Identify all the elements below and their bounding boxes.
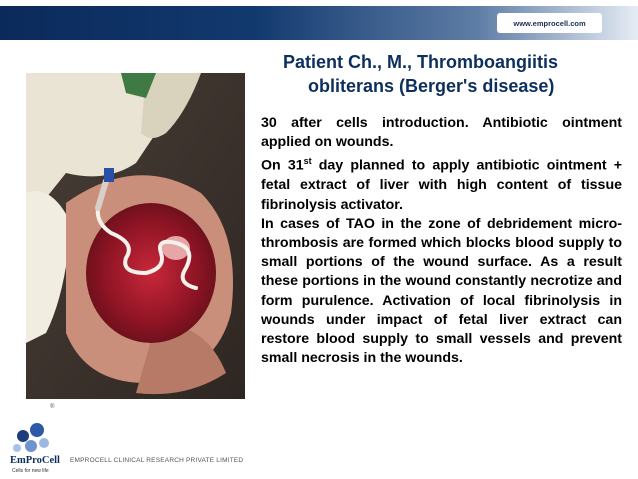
day-31-prefix: On 31 xyxy=(261,158,304,175)
slide-title xyxy=(283,50,623,98)
paragraph-antibiotic: 30 after cells introduction. Antibiotic ointment applied on wounds. xyxy=(261,115,622,151)
paragraph-day-31 xyxy=(261,152,622,214)
day-31-text: day planned to apply antibiotic ointment + fetal extract of liver with high content of tissue fibrinolysis activator. xyxy=(261,158,622,213)
website-url[interactable]: www.emprocell.com xyxy=(497,13,602,33)
title-line-2: obliterans (Berger's disease) xyxy=(308,76,555,96)
header-bar xyxy=(0,6,638,40)
day-31-ordinal: st xyxy=(303,156,312,167)
paragraph-tao: In cases of TAO in the zone of debridement micro-thrombosis are formed which blocks blood supply to small portions of the wound surface. As a result these portions in the wound constantly necrotize and form purulence. Activation of local fibrinolysis in wounds under impact of fetal liver extract can restore blood supply to small vessels and prevent small necrosis in the wounds. xyxy=(261,215,622,367)
logo-name: EmProCell xyxy=(10,455,60,466)
wound-photo xyxy=(26,73,245,399)
title-line-1: Patient Ch., M., Thromboangiitis xyxy=(283,52,559,72)
wound-photo-illustration xyxy=(26,73,245,399)
logo-tagline: Cells for new life xyxy=(12,468,49,474)
registered-mark: ® xyxy=(50,404,55,410)
company-name: EMPROCELL CLINICAL RESEARCH PRIVATE LIMITED xyxy=(70,457,244,464)
slide-body xyxy=(261,114,622,368)
